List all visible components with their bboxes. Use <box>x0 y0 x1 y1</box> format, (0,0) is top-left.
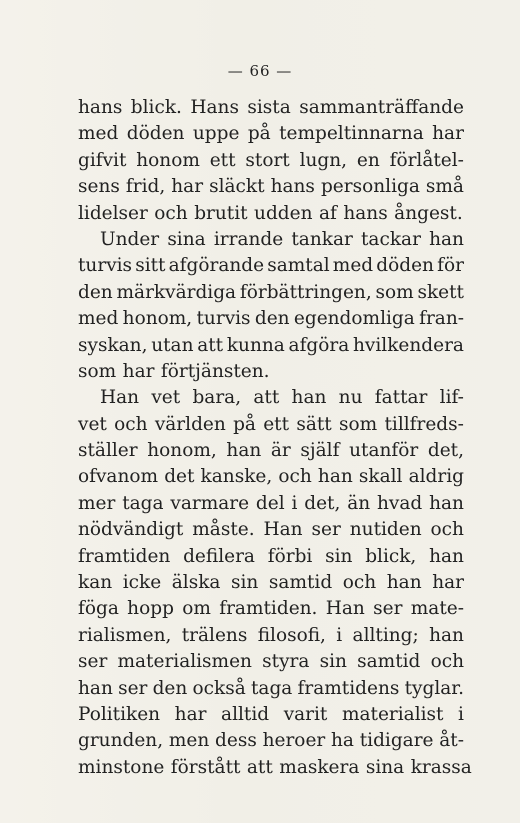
text-line: syskan, utan att kunna afgöra hvilkendera <box>78 334 464 356</box>
text-line: med döden uppe på tempeltinnarna har <box>78 123 464 145</box>
text-line: ofvanom det kanske, och han skall aldrig <box>78 466 464 488</box>
text-line: minstone förstått att maskera sina krassa <box>78 756 472 778</box>
text-line: lidelser och brutit udden af hans ångest. <box>78 202 463 224</box>
text-line: grunden, men dess heroer ha tidigare åt- <box>78 730 464 752</box>
body-text <box>78 95 472 781</box>
text-line: mer taga varmare del i det, än hvad han <box>78 492 464 514</box>
text-line: sens frid, har släckt hans personliga små <box>78 176 464 198</box>
text-line: föga hopp om framtiden. Han ser mate- <box>78 598 464 620</box>
text-line: rialismen, trälens filosofi, i allting; han <box>78 624 464 646</box>
text-line: nödvändigt måste. Han ser nutiden och <box>78 519 464 541</box>
text-line: den märkvärdiga förbättringen, som skett <box>78 281 464 303</box>
text-line: Politiken har alltid varit materialist i <box>78 703 464 725</box>
page-number: — 66 — <box>227 62 293 80</box>
text-line: framtiden defilera förbi sin blick, han <box>78 545 464 567</box>
text-line: kan icke älska sin samtid och han har <box>78 572 464 594</box>
text-line: som har förtjänsten. <box>78 360 270 382</box>
text-line: vet och världen på ett sätt som tillfreds- <box>78 413 464 435</box>
text-line: turvis sitt afgörande samtal med döden för <box>78 255 464 277</box>
text-line: Han vet bara, att han nu fattar lif- <box>100 387 464 409</box>
text-line: hans blick. Hans sista sammanträffande <box>78 97 464 118</box>
text-line: gifvit honom ett stort lugn, en förlåtel- <box>78 149 464 171</box>
text-line: ställer honom, han är själf utanför det, <box>78 440 464 462</box>
text-line: han ser den också taga framtidens tyglar. <box>78 677 464 699</box>
text-line: Under sina irrande tankar tackar han <box>100 228 464 250</box>
text-line: med honom, turvis den egendomliga fran- <box>78 308 464 330</box>
text-line: ser materialismen styra sin samtid och <box>78 651 464 673</box>
